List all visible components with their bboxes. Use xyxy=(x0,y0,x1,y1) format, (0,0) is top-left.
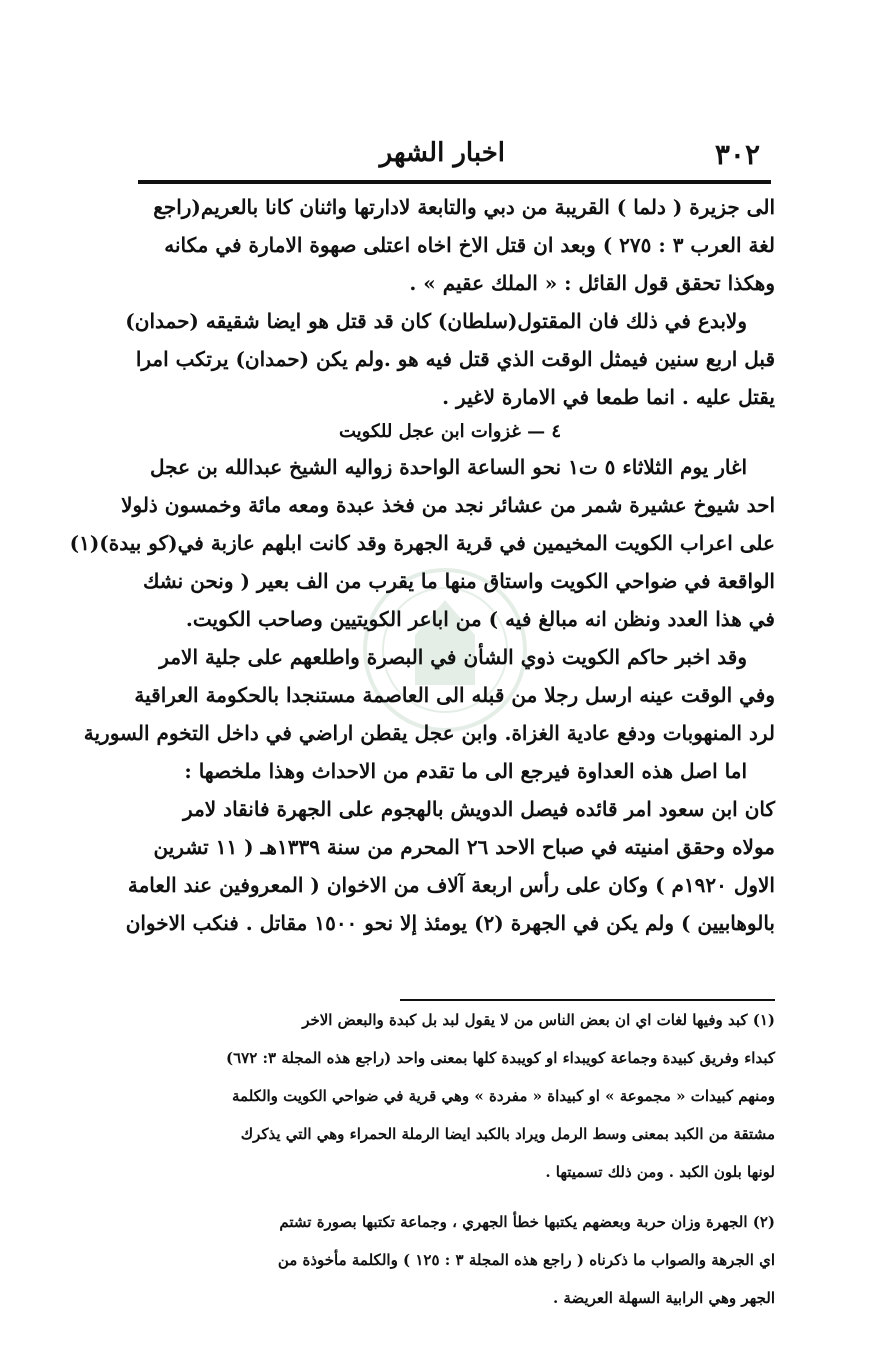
text-line: لغة العرب ٣ : ٢٧٥ ) وبعد ان قتل الاخ اخاه اعتلى صهوة الامارة في مكانه xyxy=(164,233,775,257)
footnote-line: (١) كبد وفيها لغات اي ان بعض الناس من لا يقول لبد بل كبدة والبعض الاخر xyxy=(302,1011,775,1029)
footnote-line: الجهر وهي الرابية السهلة العريضة . xyxy=(552,1289,775,1307)
footnote-line: مشتقة من الكبد بمعنى وسط الرمل ويراد بالكبد ايضا الرملة الحمراء وهي التي يذكرك xyxy=(240,1125,775,1143)
footnote-line: ومنهم كبيدات « مجموعة » او كبيداة « مفردة » وهي قرية في ضواحي الكويت والكلمة xyxy=(231,1087,775,1105)
text-line: احد شيوخ عشيرة شمر من عشائر نجد من فخذ عبدة ومعه مائة وخمسون ذلولا xyxy=(121,493,775,517)
footnote-line: (٢) الجهرة وزان حربة وبعضهم يكتبها خطأ الجهري ، وجماعة تكتبها بصورة تشتم xyxy=(279,1213,775,1231)
text-line: لرد المنهوبات ودفع عادية الغزاة. وابن عجل يقطن اراضي في داخل التخوم السورية xyxy=(83,721,775,745)
text-line: اما اصل هذه العداوة فيرجع الى ما تقدم من الاحداث وهذا ملخصها : xyxy=(184,759,747,783)
section-heading: ٤ — غزوات ابن عجل للكويت xyxy=(338,421,562,442)
header-rule xyxy=(138,180,771,184)
text-line: وفي الوقت عينه ارسل رجلا من قبله الى العاصمة مستنجدا بالحكومة العراقية xyxy=(134,683,775,707)
page-number: ٣٠٢ xyxy=(714,138,760,171)
text-line: في هذا العدد ونظن انه مبالغ فيه ) من اباعر الكويتيين وصاحب الكويت. xyxy=(185,607,775,631)
text-line: وهكذا تحقق قول القائل : « الملك عقيم » . xyxy=(409,271,775,295)
text-line: كان ابن سعود امر قائده فيصل الدويش بالهجوم على الجهرة فانقاد لامر xyxy=(183,797,775,821)
text-line: يقتل عليه . انما طمعا في الامارة لاغير . xyxy=(442,385,775,409)
footnote-line: لونها بلون الكبد . ومن ذلك تسميتها . xyxy=(545,1163,775,1181)
text-line: الى جزيرة ( دلما ) القريبة من دبي والتابعة لادارتها واثنان كانا بالعريم(راجع xyxy=(153,195,775,219)
footnotes xyxy=(125,1006,775,1322)
text-line: على اعراب الكويت المخيمين في قرية الجهرة وقد كانت ابلهم عازبة في(كو بيدة)(١) xyxy=(69,531,775,555)
text-line: ولابدع في ذلك فان المقتول(سلطان) كان قد قتل هو ايضا شقيقه (حمدان) xyxy=(125,309,747,333)
text-line: قبل اربع سنين فيمثل الوقت الذي قتل فيه هو .ولم يكن (حمدان) يرتكب امرا xyxy=(135,347,775,371)
text-line: مولاه وحقق امنيته في صباح الاحد ٢٦ المحرم من سنة ١٣٣٩هـ ( ١١ تشرين xyxy=(153,835,775,859)
text-line: الاول ١٩٢٠م ) وكان على رأس اربعة آلاف من الاخوان ( المعروفين عند العامة xyxy=(127,873,775,897)
article-body xyxy=(69,188,775,942)
text-line: اغار يوم الثلاثاء ٥ ت١ نحو الساعة الواحدة زواليه الشيخ عبدالله بن عجل xyxy=(150,455,747,479)
text-line: الواقعة في ضواحي الكويت واستاق منها ما يقرب من الف بعير ( ونحن نشك xyxy=(142,569,775,593)
page-header xyxy=(140,138,760,178)
footnote-line: اي الجرهة والصواب ما ذكرناه ( راجع هذه المجلة ٣ : ١٢٥ ) والكلمة مأخوذة من xyxy=(277,1251,775,1269)
running-head: اخبار الشهر xyxy=(379,138,505,168)
text-line: بالوهابيين ) ولم يكن في الجهرة (٢) يومئذ إلا نحو ١٥٠٠ مقاتل . فنكب الاخوان xyxy=(125,911,775,935)
footnote-rule xyxy=(400,999,775,1001)
footnote-line: كبداء وفريق كبيدة وجماعة كويبداء او كويبدة كلها بمعنى واحد (راجع هذه المجلة ٣: ٦٧٢) xyxy=(226,1049,775,1067)
text-line: وقد اخبر حاكم الكويت ذوي الشأن في البصرة واطلعهم على جلية الامر xyxy=(159,645,747,669)
